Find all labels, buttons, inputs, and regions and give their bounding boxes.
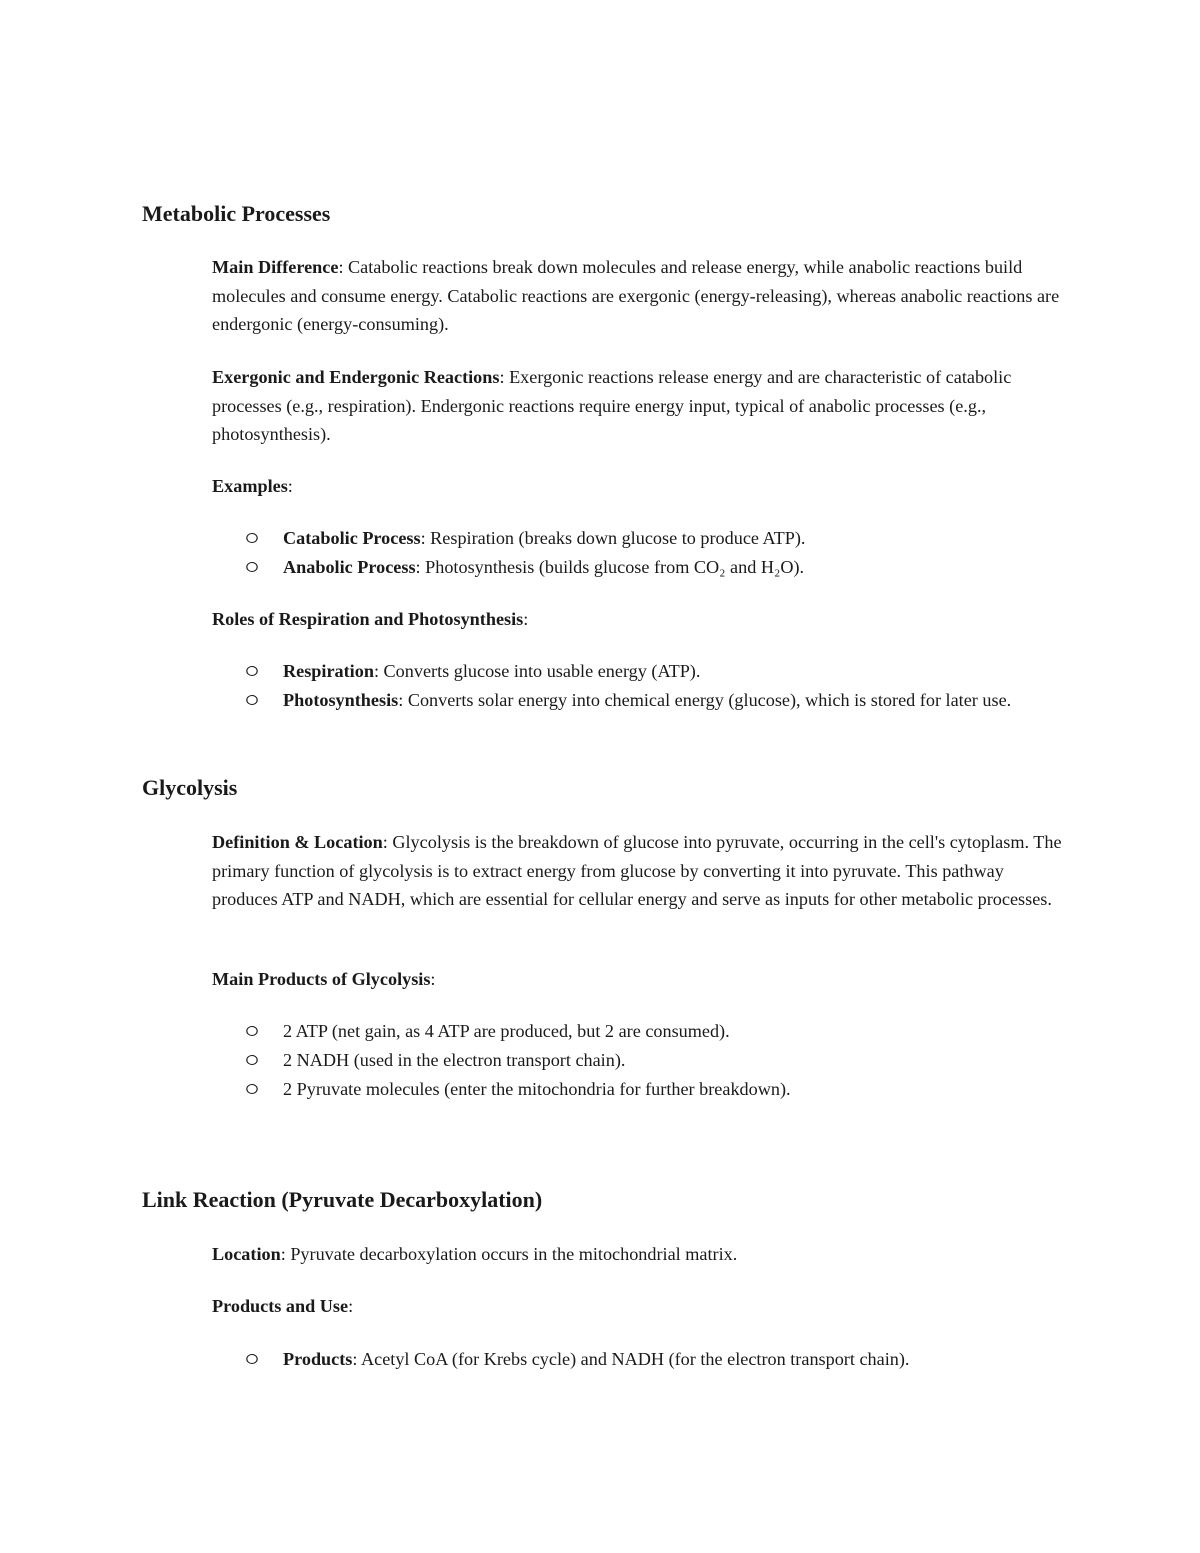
text: : Acetyl CoA (for Krebs cycle) and NADH (for the electron transport chain).	[352, 1349, 910, 1369]
list-item	[283, 1046, 1063, 1075]
text: 2 NADH (used in the electron transport chain).	[283, 1050, 626, 1070]
label: Respiration	[283, 661, 374, 681]
hollow-bullet-icon	[246, 533, 258, 543]
text: : Glycolysis is the breakdown of glucose into pyruvate, occurring in the cell's cytoplasm. The primary function of glycolysis is to extract energy from glucose by converting it into pyruvate. This pathway produces ATP and NADH, which are essential for cellular energy and serve as inputs for other metabolic processes.	[212, 832, 1062, 910]
text: :	[523, 609, 529, 629]
text: : Converts solar energy into chemical energy (glucose), which is stored for later use.	[398, 690, 1012, 710]
label: Definition & Location	[212, 832, 383, 852]
section-heading-glycolysis: Glycolysis	[142, 775, 238, 800]
text: 2 ATP (net gain, as 4 ATP are produced, but 2 are consumed).	[283, 1021, 730, 1041]
label: Examples	[212, 476, 288, 496]
text: : Respiration (breaks down glucose to produce ATP).	[420, 528, 806, 548]
text: :	[348, 1296, 354, 1316]
hollow-bullet-icon	[246, 1055, 258, 1065]
text: : Pyruvate decarboxylation occurs in the mitochondrial matrix.	[280, 1244, 738, 1264]
list-item	[283, 657, 1063, 686]
label: Main Difference	[212, 257, 339, 277]
list-item	[283, 1017, 1063, 1046]
label: Products and Use	[212, 1296, 349, 1316]
text: 2 Pyruvate molecules (enter the mitochondria for further breakdown).	[283, 1079, 791, 1099]
hollow-bullet-icon	[246, 1026, 258, 1036]
paragraph-products-and-use	[212, 1292, 1062, 1321]
text: : Catabolic reactions break down molecules and release energy, while anabolic reactions build molecules and consume energy. Catabolic reactions are exergonic (energy-releasing), whereas anabolic reactions are endergonic (energy-consuming).	[212, 257, 1060, 335]
hollow-bullet-icon	[246, 666, 258, 676]
paragraph-main-difference	[212, 253, 1062, 339]
paragraph-location	[212, 1240, 1062, 1269]
label: Products	[283, 1349, 353, 1369]
paragraph-exergonic-endergonic	[212, 363, 1062, 449]
paragraph-roles	[212, 605, 1062, 634]
label: Catabolic Process	[283, 528, 421, 548]
text: : Exergonic reactions release energy and are characteristic of catabolic processes (e.g., respiration). Endergonic reactions require energy input, typical of anabolic processes (e.g., photosynthesis).	[212, 367, 1012, 445]
hollow-bullet-icon	[246, 1354, 258, 1364]
paragraph-definition-location	[212, 828, 1062, 914]
list-item	[283, 524, 1063, 553]
label: Roles of Respiration and Photosynthesis	[212, 609, 524, 629]
list-item	[283, 686, 1063, 715]
list-item	[283, 1075, 1063, 1104]
label: Location	[212, 1244, 281, 1264]
hollow-bullet-icon	[246, 1084, 258, 1094]
paragraph-examples	[212, 472, 1062, 501]
list-item	[283, 553, 1063, 582]
list-item	[283, 1345, 1063, 1374]
text: :	[287, 476, 293, 496]
section-heading-metabolic-processes: Metabolic Processes	[142, 201, 331, 226]
label: Main Products of Glycolysis	[212, 969, 431, 989]
text: : Photosynthesis (builds glucose from CO₂ and H₂O).	[415, 557, 805, 577]
section-heading-link-reaction: Link Reaction (Pyruvate Decarboxylation)	[142, 1187, 543, 1212]
label: Anabolic Process	[283, 557, 416, 577]
label: Exergonic and Endergonic Reactions	[212, 367, 500, 387]
text: :	[430, 969, 436, 989]
paragraph-main-products	[212, 965, 1062, 994]
text: : Converts glucose into usable energy (ATP).	[373, 661, 701, 681]
hollow-bullet-icon	[246, 695, 258, 705]
hollow-bullet-icon	[246, 562, 258, 572]
label: Photosynthesis	[283, 690, 399, 710]
